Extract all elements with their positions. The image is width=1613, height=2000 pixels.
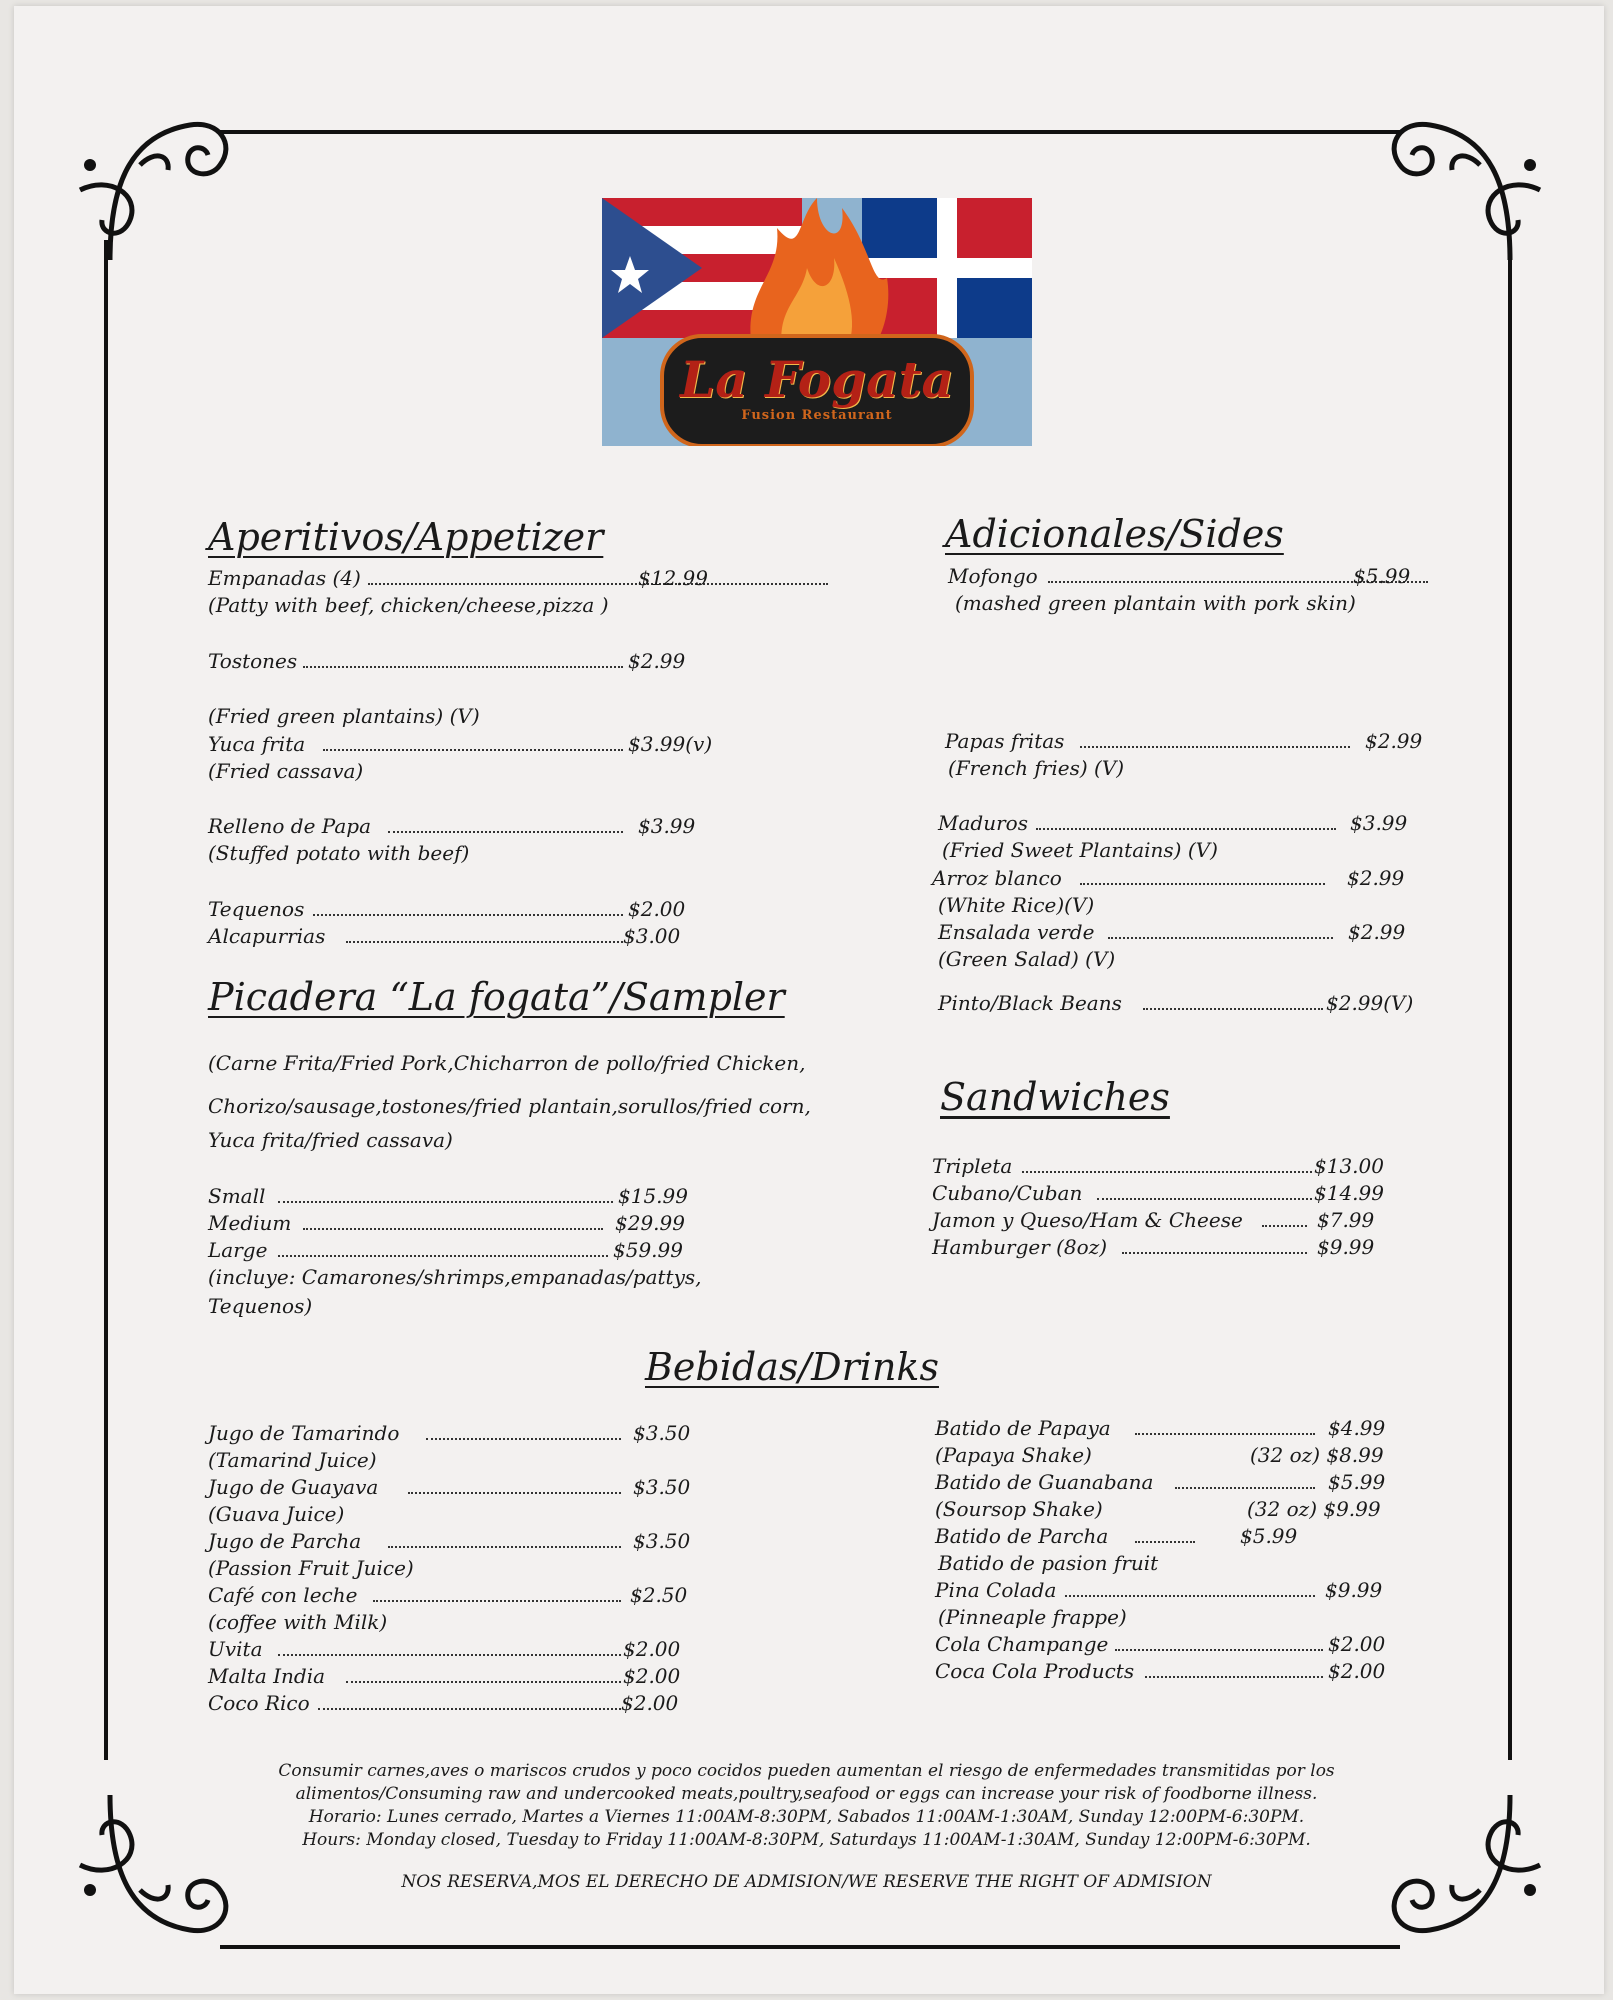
food-warning-en: alimentos/Consuming raw and undercooked meats,poultry,seafood or eggs can increase your risk of foodborne illness.	[295, 1784, 1318, 1804]
drink-large-price: (32 oz) $9.99	[1247, 1497, 1381, 1521]
leader-dots	[346, 923, 623, 943]
leader-dots	[1135, 1523, 1195, 1543]
menu-item	[938, 990, 1414, 1016]
drink-description: (Passion Fruit Juice)	[208, 1556, 414, 1580]
leader-dots	[278, 1183, 613, 1203]
menu-item	[208, 813, 696, 839]
drink-name: Uvita	[208, 1637, 263, 1661]
drink-name: Jugo de Parcha	[208, 1529, 362, 1553]
item-name: Jamon y Queso/Ham & Cheese	[932, 1208, 1243, 1232]
restaurant-logo	[602, 198, 1032, 446]
drink-item	[208, 1420, 691, 1446]
drink-note	[935, 1442, 1384, 1468]
leader-dots	[318, 1690, 621, 1710]
item-description: (Patty with beef, chicken/cheese,pizza )	[208, 593, 609, 617]
item-name: Tripleta	[932, 1154, 1013, 1178]
item-name: Papas fritas	[945, 729, 1065, 753]
menu-item	[945, 728, 1423, 754]
frame-bottom-line	[220, 1945, 1400, 1949]
drink-description: (Pinneaple frappe)	[938, 1605, 1127, 1629]
item-price: $3.99	[1350, 811, 1408, 835]
food-warning-es: Consumir carnes,aves o mariscos crudos y poco cocidos pueden aumentan el riesgo de enfermedades transmitidas por los	[278, 1761, 1335, 1781]
item-description: (French fries) (V)	[948, 756, 1125, 780]
leader-dots	[323, 731, 623, 751]
drink-price: $5.99	[1240, 1524, 1298, 1548]
item-price: $2.00	[628, 897, 686, 921]
dominican-flag-icon	[862, 198, 1032, 338]
leader-dots	[303, 1210, 603, 1230]
drink-name: Jugo de Guayava	[208, 1475, 379, 1499]
drink-description: (Guava Juice)	[208, 1502, 345, 1526]
corner-flourish-icon	[70, 95, 240, 265]
item-price: $5.99	[1353, 564, 1411, 588]
size-name: Large	[208, 1238, 268, 1262]
leader-dots	[373, 1582, 621, 1602]
sandwiches-title: Sandwiches	[940, 1075, 1170, 1119]
frame-right-line	[1508, 240, 1512, 1760]
drink-price: $3.50	[633, 1529, 691, 1553]
item-name: Empanadas (4)	[208, 566, 361, 590]
item-name: Maduros	[938, 811, 1028, 835]
leader-dots	[346, 1663, 621, 1683]
drink-price: $2.00	[623, 1637, 681, 1661]
sampler-description-line: (Carne Frita/Fried Pork,Chicharron de pollo/fried Chicken,	[208, 1051, 806, 1075]
item-name: Hamburger (8oz)	[932, 1235, 1108, 1259]
drink-name: Jugo de Tamarindo	[208, 1421, 400, 1445]
drink-name: Café con leche	[208, 1583, 358, 1607]
drink-item	[208, 1528, 691, 1554]
drink-name: Batido de Papaya	[935, 1416, 1111, 1440]
sampler-size	[208, 1183, 688, 1209]
item-name: Yuca frita	[208, 732, 306, 756]
leader-dots	[1080, 865, 1325, 885]
size-name: Medium	[208, 1211, 292, 1235]
logo-name: La Fogata	[680, 350, 954, 409]
leader-dots	[1108, 919, 1333, 939]
admission-notice: NOS RESERVA,MOS EL DERECHO DE ADMISION/WE RESERVE THE RIGHT OF ADMISION	[401, 1872, 1212, 1892]
drink-item	[208, 1690, 679, 1716]
menu-item	[208, 896, 686, 922]
drink-name: Pina Colada	[935, 1578, 1057, 1602]
hours-es: Horario: Lunes cerrado, Martes a Viernes 11:00AM-8:30PM, Sabados 11:00AM-1:30AM, Sunday 12:00PM-6:30PM.	[308, 1807, 1305, 1827]
item-name: Relleno de Papa	[208, 814, 372, 838]
item-description: (White Rice)(V)	[938, 893, 1095, 917]
item-name: Tequenos	[208, 897, 305, 921]
item-description: (Fried cassava)	[208, 759, 364, 783]
item-name: Alcapurrias	[208, 924, 326, 948]
leader-dots	[1145, 1658, 1323, 1678]
menu-item	[208, 923, 681, 949]
drink-price: $5.99	[1328, 1470, 1386, 1494]
drink-name: Batido de Parcha	[935, 1524, 1109, 1548]
leader-dots	[426, 1420, 621, 1440]
hours-en: Hours: Monday closed, Tuesday to Friday 11:00AM-8:30PM, Saturdays 11:00AM-1:30AM, Sunday 12:00PM-6:30PM.	[302, 1830, 1311, 1850]
item-price: $14.99	[1314, 1181, 1384, 1205]
menu-item	[938, 919, 1406, 945]
drink-item	[208, 1636, 681, 1662]
sampler-description-line: Chorizo/sausage,tostones/fried plantain,sorullos/fried corn,	[208, 1094, 811, 1118]
drink-item	[208, 1663, 681, 1689]
item-price: $2.99	[1347, 866, 1405, 890]
drink-note	[935, 1496, 1381, 1522]
leader-dots	[303, 648, 623, 668]
leader-dots	[368, 565, 828, 585]
frame-top-line	[220, 130, 1400, 134]
item-name: Tostones	[208, 649, 298, 673]
drink-item	[208, 1582, 688, 1608]
menu-item	[932, 1180, 1384, 1206]
drink-price: $2.00	[623, 1664, 681, 1688]
size-price: $29.99	[615, 1211, 685, 1235]
item-price: $3.00	[623, 924, 681, 948]
drink-description: (Tamarind Juice)	[208, 1448, 377, 1472]
drink-price: $2.00	[1328, 1632, 1386, 1656]
item-description: (Fried Sweet Plantains) (V)	[942, 838, 1218, 862]
item-price: $13.00	[1314, 1154, 1384, 1178]
sampler-size	[208, 1210, 685, 1236]
drink-item	[935, 1658, 1386, 1684]
leader-dots	[408, 1474, 621, 1494]
frame-left-line	[104, 240, 108, 1760]
sampler-includes-line: Tequenos)	[208, 1294, 313, 1318]
item-price: $9.99	[1317, 1235, 1375, 1259]
leader-dots	[1122, 1234, 1307, 1254]
item-description: (Green Salad) (V)	[938, 947, 1116, 971]
appetizers-title: Aperitivos/Appetizer	[208, 515, 604, 559]
item-price: $7.99	[1317, 1208, 1375, 1232]
item-name: Mofongo	[948, 564, 1038, 588]
drink-item	[935, 1469, 1386, 1495]
menu-item	[932, 865, 1405, 891]
leader-dots	[1175, 1469, 1315, 1489]
menu-item	[208, 731, 713, 757]
item-name: Cubano/Cuban	[932, 1181, 1083, 1205]
drink-description: (coffee with Milk)	[208, 1610, 388, 1634]
menu-item	[208, 648, 686, 674]
drink-item	[935, 1631, 1386, 1657]
item-price: $2.99	[1348, 920, 1406, 944]
drink-name: Batido de Guanabana	[935, 1470, 1154, 1494]
sides-title: Adicionales/Sides	[945, 512, 1284, 556]
leader-dots	[1143, 990, 1323, 1010]
leader-dots	[1115, 1631, 1323, 1651]
drink-price: $2.50	[630, 1583, 688, 1607]
drink-price: $9.99	[1325, 1578, 1383, 1602]
drink-price: $3.50	[633, 1475, 691, 1499]
menu-item	[938, 810, 1408, 836]
size-name: Small	[208, 1184, 266, 1208]
leader-dots	[278, 1237, 608, 1257]
sampler-title: Picadera “La fogata”/Sampler	[208, 975, 785, 1019]
menu-item	[948, 563, 1411, 589]
drink-price: $2.00	[621, 1691, 679, 1715]
leader-dots	[1065, 1577, 1315, 1597]
menu-item	[932, 1153, 1384, 1179]
leader-dots	[1262, 1207, 1307, 1227]
drink-item	[935, 1415, 1386, 1441]
size-price: $59.99	[613, 1238, 683, 1262]
drink-note	[938, 1604, 1127, 1630]
item-price: $12.99	[638, 566, 708, 590]
drink-price: $4.99	[1328, 1416, 1386, 1440]
drink-item	[935, 1577, 1383, 1603]
drink-price: $3.50	[633, 1421, 691, 1445]
corner-flourish-icon	[1380, 95, 1550, 265]
leader-dots	[1022, 1153, 1312, 1173]
drinks-title: Bebidas/Drinks	[645, 1345, 939, 1389]
leader-dots	[313, 896, 623, 916]
drink-name: Coco Rico	[208, 1691, 310, 1715]
sampler-includes-line: (incluye: Camarones/shrimps,empanadas/pattys,	[208, 1265, 702, 1289]
drink-name: Coca Cola Products	[935, 1659, 1135, 1683]
leader-dots	[1036, 810, 1336, 830]
logo-subtitle: Fusion Restaurant	[741, 408, 893, 423]
drink-description: (Papaya Shake)	[935, 1443, 1092, 1467]
size-price: $15.99	[618, 1184, 688, 1208]
menu-item	[932, 1234, 1375, 1260]
sampler-description-line: Yuca frita/fried cassava)	[208, 1128, 453, 1152]
sampler-size	[208, 1237, 683, 1263]
menu-item	[208, 565, 708, 591]
leader-dots	[388, 813, 623, 833]
leader-dots	[1135, 1415, 1315, 1435]
item-name: Arroz blanco	[932, 866, 1062, 890]
drink-note	[938, 1550, 1158, 1576]
leader-dots	[1097, 1180, 1312, 1200]
leader-dots	[388, 1528, 621, 1548]
leader-dots	[1080, 728, 1350, 748]
drink-description: Batido de pasion fruit	[938, 1551, 1159, 1575]
item-name: Ensalada verde	[938, 920, 1095, 944]
drink-price: $2.00	[1328, 1659, 1386, 1683]
menu-item	[932, 1207, 1375, 1233]
drink-item	[208, 1474, 691, 1500]
drink-name: Malta India	[208, 1664, 326, 1688]
drink-large-price: (32 oz) $8.99	[1250, 1443, 1384, 1467]
item-description: (mashed green plantain with pork skin)	[955, 591, 1356, 615]
item-price: $3.99(v)	[628, 732, 713, 756]
item-price: $2.99	[628, 649, 686, 673]
item-name: Pinto/Black Beans	[938, 991, 1122, 1015]
item-price: $2.99(V)	[1326, 991, 1414, 1015]
item-description: (Stuffed potato with beef)	[208, 841, 470, 865]
drink-description: (Soursop Shake)	[935, 1497, 1103, 1521]
item-price: $2.99	[1365, 729, 1423, 753]
drink-name: Cola Champange	[935, 1632, 1109, 1656]
drink-item	[935, 1523, 1298, 1549]
item-description: (Fried green plantains) (V)	[208, 704, 480, 728]
item-price: $3.99	[638, 814, 696, 838]
leader-dots	[278, 1636, 621, 1656]
